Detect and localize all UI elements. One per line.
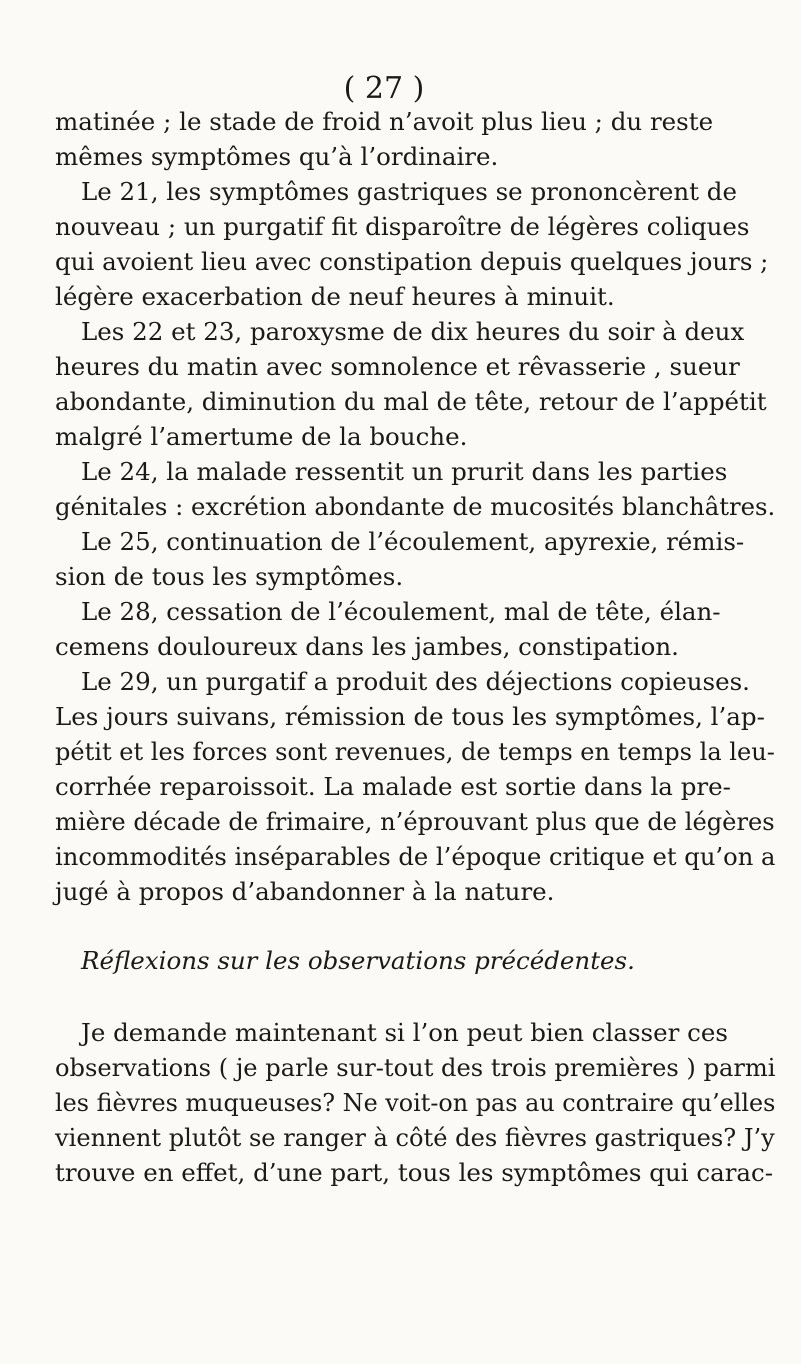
text-line: mêmes symptômes qu’à l’ordinaire.: [55, 142, 499, 171]
text-line: mière décade de frimaire, n’éprouvant plus que de légères: [55, 807, 775, 836]
text-line: jugé à propos d’abandonner à la nature.: [55, 877, 555, 906]
page-number: ( 27 ): [343, 71, 425, 106]
text-line: Le 24, la malade ressentit un prurit dans les parties: [81, 457, 728, 486]
text-line: corrhée reparoissoit. La malade est sortie dans la pre-: [55, 772, 731, 801]
text-line: observations ( je parle sur-tout des trois premières ) parmi: [55, 1053, 776, 1082]
text-line: heures du matin avec somnolence et rêvasserie , sueur: [55, 352, 740, 381]
text-line: cemens douloureux dans les jambes, constipation.: [55, 632, 679, 661]
section-heading: Réflexions sur les observations précédentes.: [81, 946, 635, 975]
text-line: matinée ; le stade de froid n’avoit plus lieu ; du reste: [55, 107, 714, 136]
text-line: Le 28, cessation de l’écoulement, mal de tête, élan-: [81, 597, 721, 626]
text-line: Je demande maintenant si l’on peut bien classer ces: [81, 1018, 728, 1047]
book-page: [55, 0, 775, 1364]
text-line: Les jours suivans, rémission de tous les symptômes, l’ap-: [55, 702, 765, 731]
text-line: malgré l’amertume de la bouche.: [55, 422, 468, 451]
text-line: nouveau ; un purgatif fit disparoître de légères coliques: [55, 212, 750, 241]
text-line: incommodités inséparables de l’époque critique et qu’on a: [55, 842, 776, 871]
text-line: qui avoient lieu avec constipation depuis quelques jours ;: [55, 247, 769, 276]
text-line: génitales : excrétion abondante de mucosités blanchâtres.: [55, 492, 776, 521]
text-line: Le 25, continuation de l’écoulement, apyrexie, rémis-: [81, 527, 745, 556]
text-line: pétit et les forces sont revenues, de temps en temps la leu-: [55, 737, 775, 766]
text-line: trouve en effet, d’une part, tous les symptômes qui carac-: [55, 1158, 774, 1187]
text-line: légère exacerbation de neuf heures à minuit.: [55, 282, 615, 311]
text-line: abondante, diminution du mal de tête, retour de l’appétit: [55, 387, 767, 416]
text-line: viennent plutôt se ranger à côté des fièvres gastriques? J’y: [55, 1123, 775, 1152]
text-line: Le 29, un purgatif a produit des déjections copieuses.: [81, 667, 750, 696]
text-line: Le 21, les symptômes gastriques se prononcèrent de: [81, 177, 737, 206]
text-line: les fièvres muqueuses? Ne voit-on pas au contraire qu’elles: [55, 1088, 776, 1117]
text-line: sion de tous les symptômes.: [55, 562, 404, 591]
text-line: Les 22 et 23, paroxysme de dix heures du soir à deux: [81, 317, 745, 346]
